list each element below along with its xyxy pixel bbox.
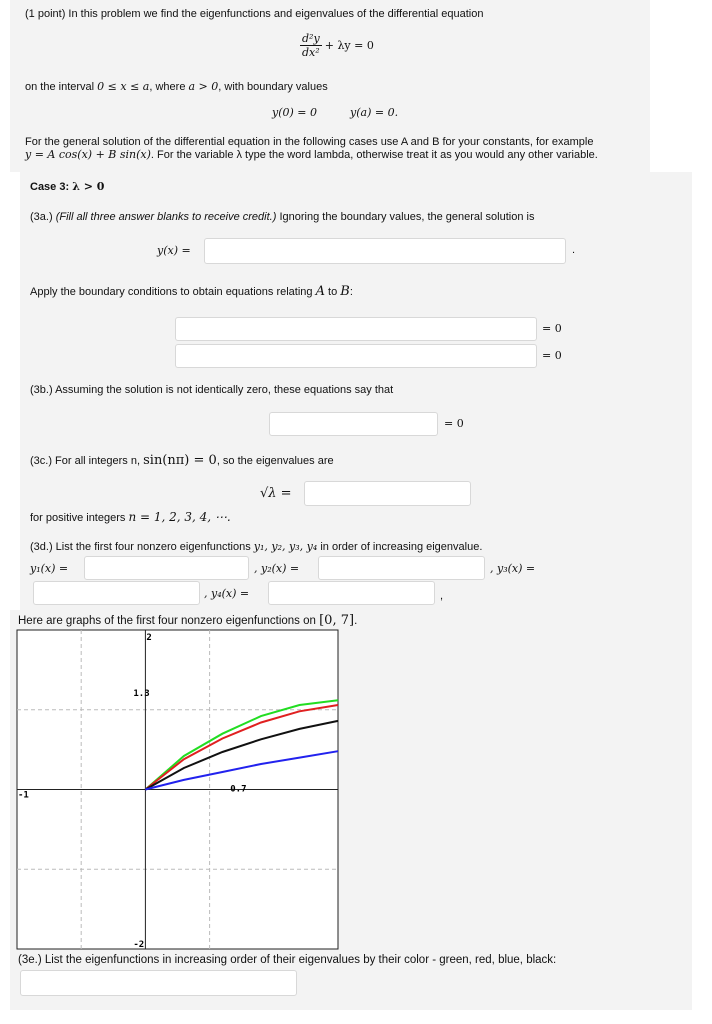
eigenvalue-input[interactable]: [304, 481, 471, 506]
q3d-suffix: in order of increasing eigenvalue.: [320, 541, 483, 553]
q3b-equals-zero: = 0: [444, 417, 464, 430]
sqrt-lambda-label: √λ =: [260, 486, 292, 501]
q3a-prompt: [30, 211, 534, 223]
differential-equation: [300, 32, 374, 59]
y2-input[interactable]: [318, 556, 485, 580]
boundary-value-1: y(0) = 0: [272, 106, 318, 119]
q3d-math: y₁, y₂, y₃, y₄: [253, 540, 318, 553]
q3c-text: (3c.) For all integers n,: [30, 455, 141, 467]
equation-rest: + λy = 0: [324, 39, 374, 52]
bc-equals-zero-2: = 0: [542, 349, 562, 362]
bc-equals-zero-1: = 0: [542, 322, 562, 335]
bc-equation-2-input[interactable]: [175, 344, 537, 368]
general-solution-instructions: [25, 136, 645, 161]
graph-intro-period: .: [354, 615, 358, 627]
bc-equation-1-input[interactable]: [175, 317, 537, 341]
y3-label: , y₃(x) =: [490, 562, 536, 575]
q3a-label: (3a.): [30, 211, 53, 223]
apply-B: B: [340, 284, 350, 299]
y1-input[interactable]: [84, 556, 249, 580]
example-suffix: . For the variable λ type the word lambda, otherwise treat it as you would any other variable.: [150, 149, 598, 161]
q3e-text: (3e.) List the eigenfunctions in increasing order of their eigenvalues by their color - green, red, blue, black:: [18, 954, 557, 966]
tick-label-right: 0.7: [230, 784, 247, 795]
tick-label-top: 2: [146, 633, 152, 643]
positive-integers-line: [30, 510, 231, 524]
tick-label-bottom: -2: [133, 940, 145, 950]
graph-intro-text: Here are graphs of the first four nonzero eigenfunctions on: [18, 615, 316, 627]
q3b-text: (3b.) Assuming the solution is not identically zero, these equations say that: [30, 384, 394, 396]
yx-label: y(x) =: [157, 244, 191, 257]
apply-bc-text: [30, 284, 353, 299]
interval-suffix: , with boundary values: [218, 81, 328, 93]
tick-label-left: -1: [18, 790, 29, 801]
interval-condition: a > 0: [188, 80, 219, 93]
q3d-prompt: [30, 540, 482, 553]
intro-line: (1 point) In this problem we find the eigenfunctions and eigenvalues of the differential equation: [25, 8, 484, 20]
general-text: For the general solution of the differential equation in the following cases use A and B for your constants, for example: [25, 136, 594, 148]
eigenfunction-chart: [16, 629, 340, 951]
apply-text: Apply the boundary conditions to obtain equations relating: [30, 286, 313, 298]
y1-label: y₁(x) =: [30, 562, 69, 575]
derivative-fraction: [300, 32, 322, 59]
y4-input[interactable]: [268, 581, 435, 605]
interval-prefix: on the interval: [25, 81, 95, 93]
q3c-suffix: , so the eigenvalues are: [216, 455, 334, 467]
graph-interval: [0, 7]: [319, 613, 355, 628]
case3-condition: λ > 0: [72, 180, 105, 193]
apply-A: A: [315, 284, 325, 299]
y4-label: , y₄(x) =: [204, 587, 250, 600]
q3d-text: (3d.) List the first four nonzero eigenfunctions: [30, 541, 251, 553]
interval-line: [25, 80, 328, 93]
color-order-input[interactable]: [20, 970, 297, 996]
derivative-numerator: d²y: [302, 32, 320, 45]
yx-period: .: [572, 244, 576, 256]
apply-colon: :: [349, 286, 353, 298]
q3c-math: sin(nπ) = 0: [143, 453, 217, 468]
apply-to: to: [328, 286, 338, 298]
q3c-prompt: [30, 453, 334, 468]
posint-text: for positive integers: [30, 512, 126, 524]
posint-math: n = 1, 2, 3, 4, ⋯.: [128, 510, 231, 524]
y2-label: , y₂(x) =: [254, 562, 300, 575]
interval-math: 0 ≤ x ≤ a: [97, 80, 150, 93]
case3-label: Case 3:: [30, 181, 70, 193]
boundary-value-2: y(a) = 0.: [350, 106, 399, 119]
graph-intro: [18, 613, 357, 628]
q3a-text: Ignoring the boundary values, the general solution is: [279, 211, 535, 223]
example-math: y = A cos(x) + B sin(x): [25, 148, 151, 161]
q3a-italic: (Fill all three answer blanks to receive credit.): [55, 211, 277, 223]
y3-input[interactable]: [33, 581, 200, 605]
general-solution-input[interactable]: [204, 238, 566, 264]
derivative-denominator: dx²: [302, 46, 320, 59]
y4-trailing-comma: ,: [440, 590, 444, 602]
case3-title: [30, 180, 104, 193]
interval-where: , where: [149, 81, 186, 93]
q3b-input[interactable]: [269, 412, 438, 436]
tick-label-center: 1.3: [133, 688, 150, 699]
